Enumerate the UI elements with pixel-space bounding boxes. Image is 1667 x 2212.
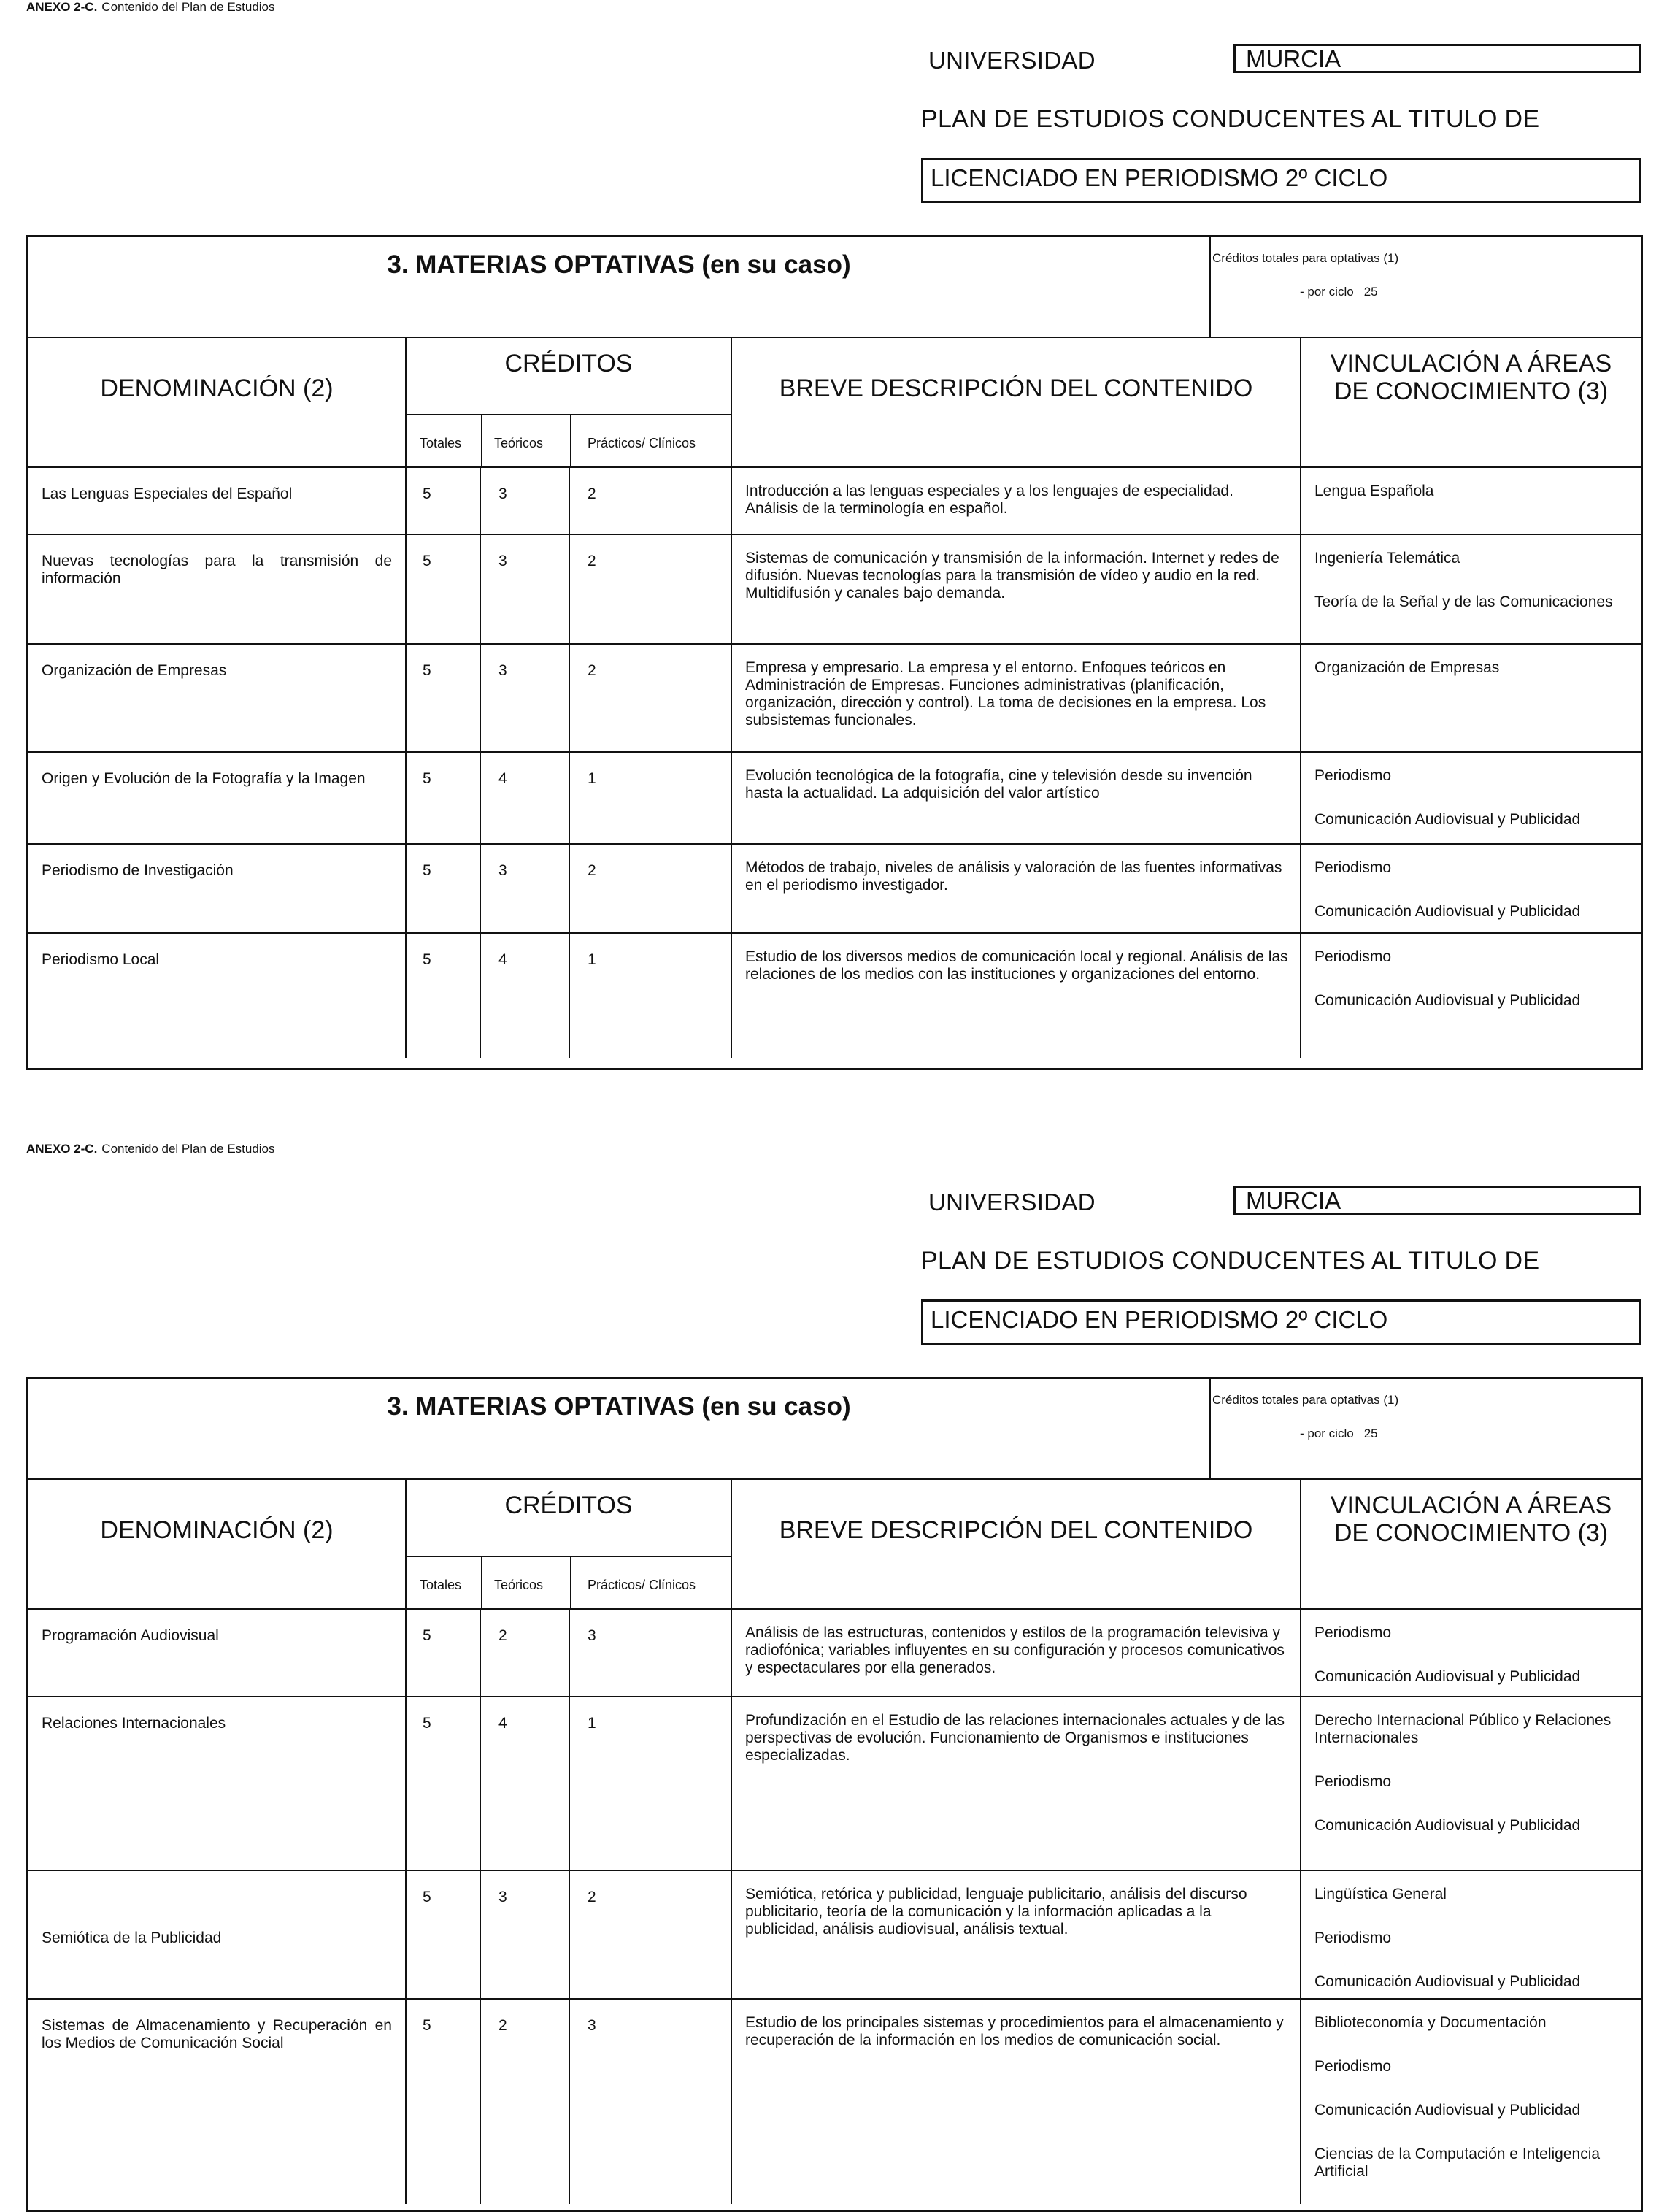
cell-teoricos: 4 [481,934,570,1058]
por-ciclo [1300,284,1398,300]
anexo-text: Contenido del Plan de Estudios [101,0,275,14]
cell-areas [1301,1871,1641,1998]
cell-descripcion: Empresa y empresario. La empresa y el entorno. Enfoques teóricos en Administración de Empresas. Funciones administrativas (planificación, organización, dirección y control). La toma de decisiones en la empresa. Los subsistemas funcionales. [732,645,1301,751]
cell-totales: 5 [407,934,481,1058]
titulo-value: LICENCIADO EN PERIODISMO 2º CICLO [921,1299,1641,1345]
cell-areas [1301,845,1641,932]
table-row [28,535,1641,645]
optativas-table [26,235,1643,1070]
cell-practicos: 2 [570,645,732,751]
section-title: 3. MATERIAS OPTATIVAS (en su caso) [28,1379,1211,1478]
area-item: Periodismo [1314,859,1392,876]
header-creditos-title: CRÉDITOS [504,1491,633,1519]
por-ciclo-label: - por ciclo [1300,285,1354,299]
cell-totales: 5 [407,1871,481,1998]
cell-totales: 5 [407,1610,481,1696]
creditos-totales-label: Créditos totales para optativas (1) [1212,251,1399,265]
header-creditos-title: CRÉDITOS [504,350,633,377]
por-ciclo-value: 25 [1363,1426,1378,1440]
plan-title: PLAN DE ESTUDIOS CONDUCENTES AL TITULO DE [921,1247,1540,1275]
cell-practicos: 1 [570,1697,732,1870]
area-item: Comunicación Audiovisual y Publicidad [1314,811,1581,828]
cell-totales: 5 [407,468,481,534]
table-row [28,1697,1641,1871]
column-headers [28,337,1641,468]
cell-practicos: 2 [570,1871,732,1998]
table-body [28,468,1641,1058]
cell-totales: 5 [407,753,481,843]
area-item: Biblioteconomía y Documentación [1314,2014,1547,2031]
anexo-label [26,0,275,15]
area-item: Periodismo [1314,1773,1392,1790]
header-teoricos: Teóricos [494,436,544,450]
table-row [28,845,1641,934]
table-row [28,468,1641,535]
table-row [28,1610,1641,1697]
cell-totales: 5 [407,535,481,643]
cell-teoricos: 4 [481,1697,570,1870]
cell-descripcion: Semiótica, retórica y publicidad, lenguaje publicitario, análisis del discurso publicitario, teoría de la comunicación y la información aplicadas a la publicidad, análisis audiovisual, análisis textual. [732,1871,1301,1998]
area-item: Lingüística General [1314,1886,1447,1902]
cell-teoricos: 3 [481,1871,570,1998]
cell-practicos: 1 [570,934,732,1058]
header-denominacion: DENOMINACIÓN (2) [28,338,407,466]
cell-denominacion: Periodismo Local [28,934,407,1058]
cell-descripcion: Evolución tecnológica de la fotografía, cine y televisión desde su invención hasta la actualidad. La adquisición del valor artístico [732,753,1301,843]
area-item: Comunicación Audiovisual y Publicidad [1314,992,1581,1009]
table-row [28,753,1641,845]
header-vinculacion-line-2: DE CONOCIMIENTO (3) [1333,377,1609,405]
cell-denominacion: Semiótica de la Publicidad [28,1871,407,1998]
area-item: Lengua Española [1314,483,1434,499]
creditos-totales-box [1212,250,1398,300]
por-ciclo [1300,1426,1398,1442]
cell-practicos: 2 [570,468,732,534]
header-denominacion: DENOMINACIÓN (2) [28,1480,407,1608]
cell-descripcion: Sistemas de comunicación y transmisión de la información. Internet y redes de difusión. Nuevas tecnologías para la transmisión de vídeo y audio en la red. Multidifusión y canales bajo demanda. [732,535,1301,643]
creditos-totales-box [1212,1392,1398,1442]
header-descripcion: BREVE DESCRIPCIÓN DEL CONTENIDO [732,338,1301,466]
area-item: Periodismo [1314,1624,1392,1641]
cell-teoricos: 3 [481,645,570,751]
cell-denominacion: Relaciones Internacionales [28,1697,407,1870]
universidad-label: UNIVERSIDAD [928,47,1096,74]
header-vinculacion-line-1: VINCULACIÓN A ÁREAS [1330,350,1612,377]
table-row [28,934,1641,1058]
cell-areas [1301,1610,1641,1696]
area-item: Comunicación Audiovisual y Publicidad [1314,2102,1581,2119]
anexo-code: ANEXO 2-C. [26,1142,98,1156]
cell-denominacion: Programación Audiovisual [28,1610,407,1696]
cell-descripcion: Estudio de los diversos medios de comunicación local y regional. Análisis de las relaciones de los medios con las instituciones y organizaciones del entorno. [732,934,1301,1058]
header-descripcion: BREVE DESCRIPCIÓN DEL CONTENIDO [732,1480,1301,1608]
cell-teoricos: 2 [481,1610,570,1696]
table-body [28,1610,1641,2204]
cell-totales: 5 [407,845,481,932]
cell-areas [1301,2000,1641,2204]
cell-totales: 5 [407,2000,481,2204]
area-item: Comunicación Audiovisual y Publicidad [1314,1668,1581,1685]
cell-teoricos: 4 [481,753,570,843]
divider [570,1557,571,1610]
section-title: 3. MATERIAS OPTATIVAS (en su caso) [28,237,1211,337]
header-creditos [407,338,732,466]
por-ciclo-value: 25 [1363,285,1378,299]
cell-areas [1301,535,1641,643]
cell-teoricos: 2 [481,2000,570,2204]
header-practicos: Prácticos/ Clínicos [588,436,696,450]
column-headers [28,1478,1641,1610]
header-vinculacion-line-1: VINCULACIÓN A ÁREAS [1330,1491,1612,1519]
universidad-label: UNIVERSIDAD [928,1188,1096,1216]
header-creditos-sub [407,414,731,466]
table-row [28,1871,1641,2000]
plan-title: PLAN DE ESTUDIOS CONDUCENTES AL TITULO DE [921,105,1540,133]
cell-practicos: 1 [570,753,732,843]
area-item: Periodismo [1314,948,1392,965]
area-item: Periodismo [1314,2058,1392,2075]
anexo-code: ANEXO 2-C. [26,0,98,14]
cell-descripcion: Estudio de los principales sistemas y procedimientos para el almacenamiento y recuperación de la información en los medios de comunicación social. [732,2000,1301,2204]
universidad-value: MURCIA [1233,1186,1641,1215]
cell-areas [1301,1697,1641,1870]
table-row [28,2000,1641,2204]
area-item: Teoría de la Señal y de las Comunicaciones [1314,594,1613,610]
cell-areas [1301,468,1641,534]
header-teoricos: Teóricos [494,1578,544,1592]
area-item: Organización de Empresas [1314,659,1500,676]
cell-descripcion: Profundización en el Estudio de las relaciones internacionales actuales y de las perspectivas de evolución. Funcionamiento de Organismos e instituciones especializadas. [732,1697,1301,1870]
por-ciclo-label: - por ciclo [1300,1426,1354,1440]
universidad-value: MURCIA [1233,44,1641,73]
cell-denominacion: Periodismo de Investigación [28,845,407,932]
anexo-label [26,1142,275,1156]
cell-areas [1301,753,1641,843]
header-vinculacion [1301,338,1641,466]
header-creditos-sub [407,1556,731,1608]
header-vinculacion [1301,1480,1641,1608]
cell-descripcion: Métodos de trabajo, niveles de análisis y valoración de las fuentes informativas en el periodismo investigador. [732,845,1301,932]
cell-practicos: 3 [570,1610,732,1696]
cell-denominacion: Origen y Evolución de la Fotografía y la Imagen [28,753,407,843]
titulo-value: LICENCIADO EN PERIODISMO 2º CICLO [921,158,1641,203]
header-practicos: Prácticos/ Clínicos [588,1578,696,1592]
cell-descripcion: Análisis de las estructuras, contenidos y estilos de la programación televisiva y radiofónica; variables influyentes en su configuración y procesos comunicativos y espectaculares por ella generados. [732,1610,1301,1696]
area-item: Comunicación Audiovisual y Publicidad [1314,903,1581,920]
anexo-text: Contenido del Plan de Estudios [101,1142,275,1156]
cell-denominacion: Las Lenguas Especiales del Español [28,468,407,534]
cell-denominacion: Nuevas tecnologías para la transmisión de información [28,535,407,643]
area-item: Derecho Internacional Público y Relaciones Internacionales [1314,1712,1612,1746]
area-item: Ingeniería Telemática [1314,550,1460,567]
cell-teoricos: 3 [481,468,570,534]
header-creditos [407,1480,732,1608]
header-totales: Totales [420,1578,462,1592]
area-item: Ciencias de la Computación e Inteligencia Artificial [1314,2146,1601,2180]
cell-practicos: 2 [570,535,732,643]
area-item: Comunicación Audiovisual y Publicidad [1314,1973,1581,1990]
cell-totales: 5 [407,645,481,751]
header-vinculacion-line-2: DE CONOCIMIENTO (3) [1333,1519,1609,1547]
cell-teoricos: 3 [481,845,570,932]
creditos-totales-label: Créditos totales para optativas (1) [1212,1393,1399,1407]
cell-descripcion: Introducción a las lenguas especiales y a los lenguajes de especialidad. Análisis de la terminología en español. [732,468,1301,534]
cell-totales: 5 [407,1697,481,1870]
cell-practicos: 2 [570,845,732,932]
cell-denominacion: Sistemas de Almacenamiento y Recuperación en los Medios de Comunicación Social [28,2000,407,2204]
cell-areas [1301,645,1641,751]
area-item: Periodismo [1314,1929,1392,1946]
divider [481,1557,482,1610]
area-item: Comunicación Audiovisual y Publicidad [1314,1817,1581,1834]
divider [570,415,571,468]
cell-practicos: 3 [570,2000,732,2204]
area-item: Periodismo [1314,767,1392,784]
cell-denominacion: Organización de Empresas [28,645,407,751]
header-totales: Totales [420,436,462,450]
cell-teoricos: 3 [481,535,570,643]
divider [481,415,482,468]
table-row [28,645,1641,753]
cell-areas [1301,934,1641,1058]
optativas-table [26,1377,1643,2212]
